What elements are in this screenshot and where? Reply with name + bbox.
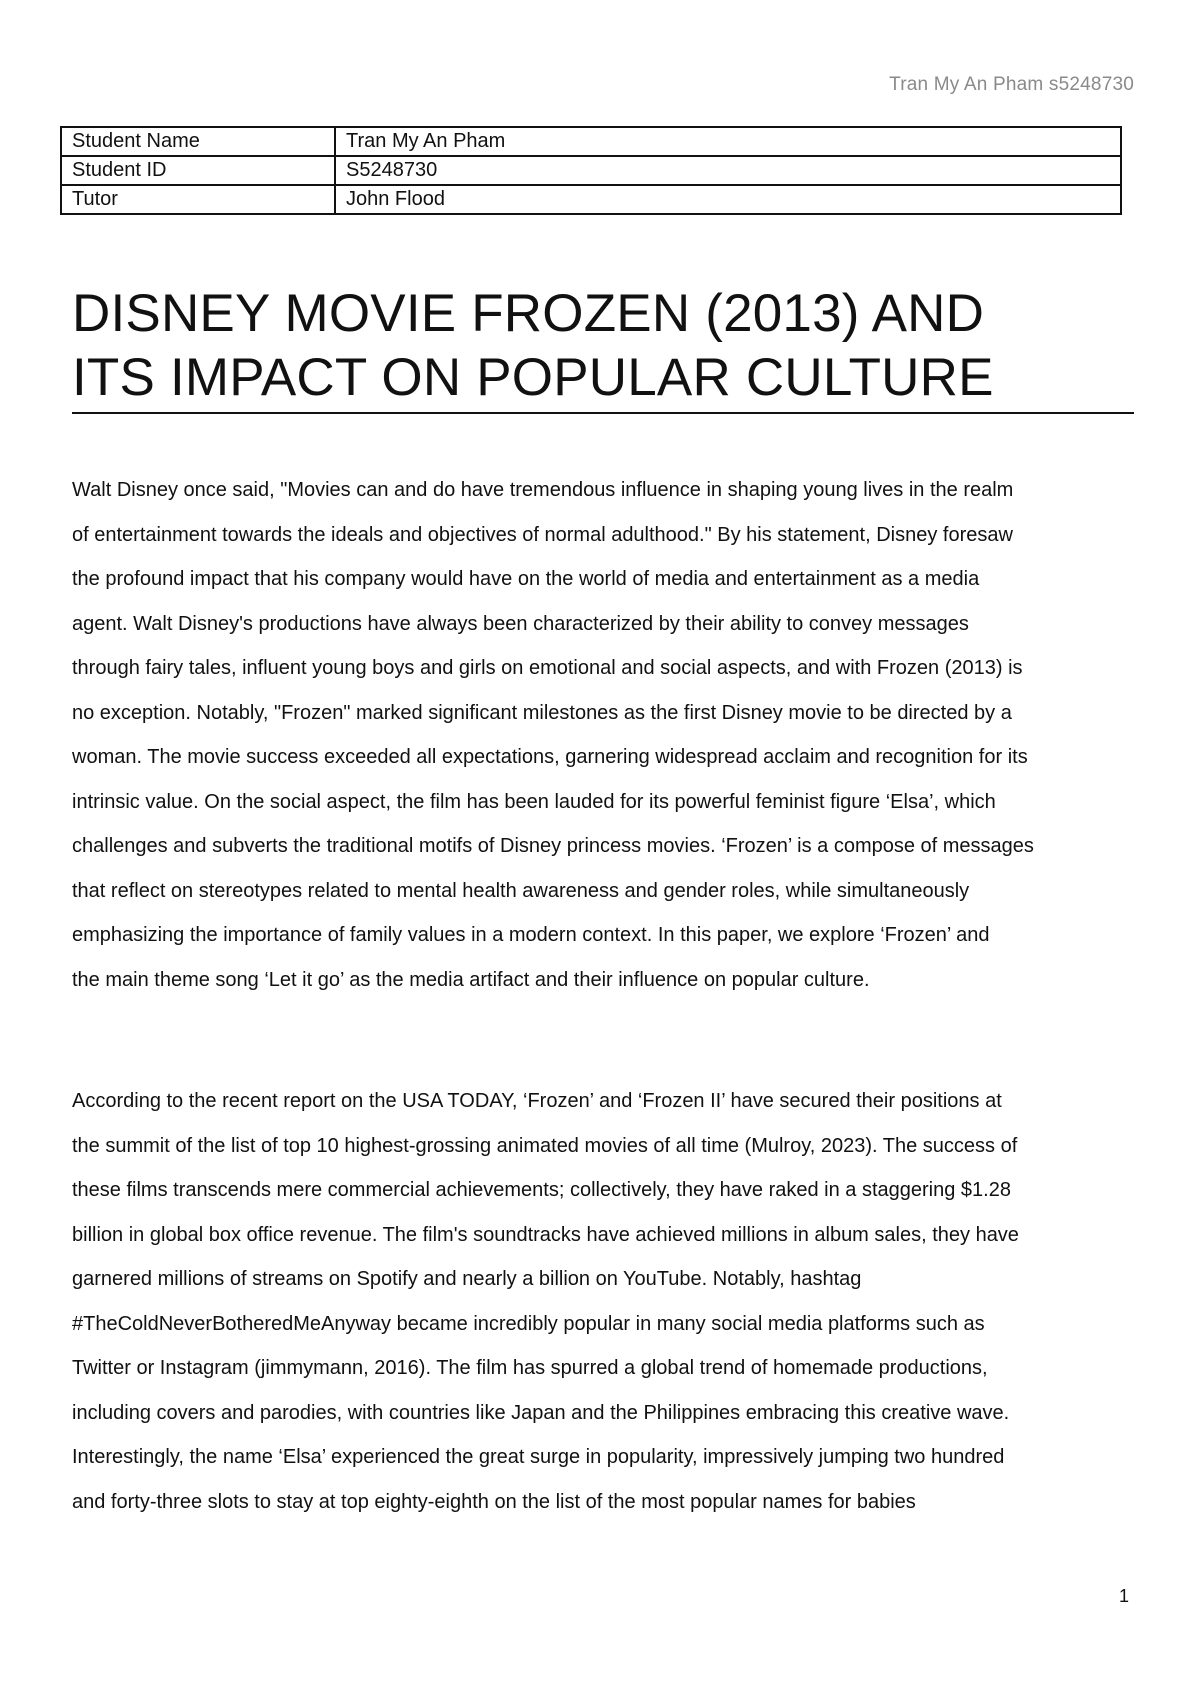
student-info-table [60, 126, 1122, 215]
student-name-value: Tran My An Pham [335, 127, 1121, 156]
student-id-label: Student ID [61, 156, 335, 185]
tutor-label: Tutor [61, 185, 335, 214]
table-row [61, 185, 1121, 214]
tutor-value: John Flood [335, 185, 1121, 214]
page-number: 1 [1118, 1586, 1129, 1606]
student-name-label: Student Name [61, 127, 335, 156]
body-paragraph-1: Walt Disney once said, "Movies can and do have tremendous influence in shaping young lives in the realm of entertainment towards the ideals and objectives of normal adulthood." By his statement, Disney foresaw the profound impact that his company would have on the world of media and entertainment as a media agent. Walt Disney's productions have always been characterized by their ability to convey messages through fairy tales, influent young boys and girls on emotional and social aspects, and with Frozen (2013) is no exception. Notably, "Frozen" marked significant milestones as the first Disney movie to be directed by a woman. The movie success exceeded all expectations, garnering widespread acclaim and recognition for its intrinsic value. On the social aspect, the film has been lauded for its powerful feminist figure ‘Elsa’, which challenges and subverts the traditional motifs of Disney princess movies. ‘Frozen’ is a compose of messages that reflect on stereotypes related to mental health awareness and gender roles, while simultaneously emphasizing the importance of family values in a modern context. In this paper, we explore ‘Frozen’ and the main theme song ‘Let it go’ as the media artifact and their influence on popular culture. [72, 479, 1034, 991]
table-row [61, 127, 1121, 156]
table-row [61, 156, 1121, 185]
document-title: DISNEY MOVIE FROZEN (2013) AND ITS IMPACT ON POPULAR CULTURE [72, 284, 994, 407]
body-paragraph-2: According to the recent report on the USA TODAY, ‘Frozen’ and ‘Frozen II’ have secured their positions at the summit of the list of top 10 highest-grossing animated movies of all time (Mulroy, 2023). The success of these films transcends mere commercial achievements; collectively, they have raked in a staggering $1.28 billion in global box office revenue. The film's soundtracks have achieved millions in album sales, they have garnered millions of streams on Spotify and nearly a billion on YouTube. Notably, hashtag #TheColdNeverBotheredMeAnyway became incredibly popular in many social media platforms such as Twitter or Instagram (jimmymann, 2016). The film has spurred a global trend of homemade productions, including covers and parodies, with countries like Japan and the Philippines embracing this creative wave. Interestingly, the name ‘Elsa’ experienced the great surge in popularity, impressively jumping two hundred and forty-three slots to stay at top eighty-eighth on the list of the most popular names for babies [72, 1090, 1019, 1513]
title-underline [72, 412, 1134, 414]
header-author-id: Tran My An Pham s5248730 [889, 74, 1134, 95]
student-id-value: S5248730 [335, 156, 1121, 185]
